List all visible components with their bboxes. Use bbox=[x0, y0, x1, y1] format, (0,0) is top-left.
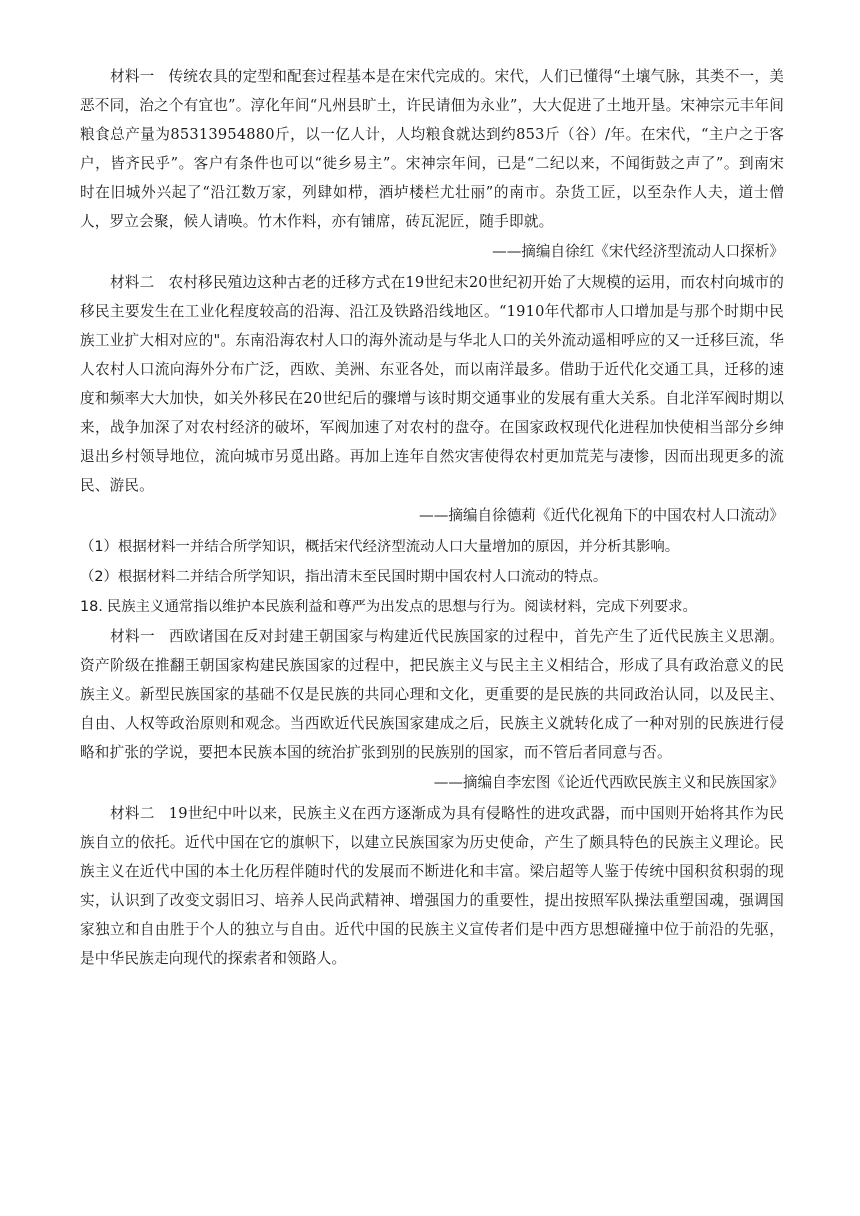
material-text: 农村移民殖边这种古老的迁移方式在19世纪末20世纪初开始了大规模的运用，而农村向城市的移民主要发生在工业化程度较高的沿海、沿江及铁路沿线地区。“1910年代都市人口增加是与那个时期中民族工业扩大相对应的"。东南沿海农村人口的海外流动是与华北人口的关外流动遥相呼应的又一迁移巨流，华人农村人口流向海外分布广泛，西欧、美洲、东亚各处，而以南洋最多。借助于近代化交通工具，迁移的速度和频率大大加快，如关外移民在20世纪后的骤增与该时期交通事业的发展有重大关系。自北洋军阀时期以来，战争加深了对农村经济的破坏，军阀加速了对农村的盘夺。在国家政权现代化进程加快使相当部分乡绅退出乡村领导地位，流向城市另觅出路。再加上连年自然灾害使得农村更加荒芜与凄惨，因而出现更多的流民、游民。 bbox=[80, 274, 784, 494]
q18-material-one bbox=[80, 622, 784, 767]
question-item-2: （2）根据材料二并结合所学知识，指出清末至民国时期中国农村人口流动的特点。 bbox=[80, 569, 608, 585]
question-number: 18. bbox=[80, 599, 103, 615]
q18-material-two bbox=[80, 799, 784, 973]
material-text: 西欧诸国在反对封建王朝国家与构建近代民族国家的过程中，首先产生了近代民族主义思潮。资产阶级在推翻王朝国家构建民族国家的过程中，把民族主义与民主主义相结合，形成了具有政治意义的民族主义。新型民族国家的基础不仅是民族的共同心理和文化，更重要的是民族的共同政治认同，以及民主、自由、人权等政治原则和观念。当西欧近代民族国家建成之后，民族主义就转化成了一种对别的民族进行侵略和扩张的学说，要把本民族本国的统治扩张到别的民族别的国家，而不管后者同意与否。 bbox=[80, 628, 784, 761]
material-label: 材料一 bbox=[110, 68, 155, 85]
material-label: 材料二 bbox=[110, 274, 155, 291]
question-18-stem bbox=[80, 592, 784, 622]
block1-material-one bbox=[80, 62, 784, 236]
exam-page bbox=[80, 62, 784, 973]
material-label: 材料一 bbox=[110, 628, 156, 645]
question-item-1: （1）根据材料一并结合所学知识，概括宋代经济型流动人口大量增加的原因，并分析其影响。 bbox=[80, 539, 680, 555]
material-label: 材料二 bbox=[110, 805, 155, 822]
material-source: ——摘编自李宏图《论近代西欧民族主义和民族国家》 bbox=[433, 774, 784, 791]
material-source: ——摘编自徐德莉《近代化视角下的中国农村人口流动》 bbox=[419, 507, 784, 524]
block1-material-two bbox=[80, 268, 784, 500]
material-source: ——摘编自徐红《宋代经济型流动人口探析》 bbox=[492, 243, 784, 260]
question-stem: 民族主义通常指以维护本民族利益和尊严为出发点的思想与行为。阅读材料，完成下列要求。 bbox=[106, 599, 697, 615]
material-text: 传统农具的定型和配套过程基本是在宋代完成的。宋代，人们已懂得“土壤气脉，其类不一，美恶不同，治之个有宜也”。淳化年间“凡州县旷土，许民请佃为永业”，大大促进了土地开垦。宋神宗元丰年间粮食总产量为85313954880斤，以一亿人计，人均粮食就达到约853斤（谷）/年。在宋代，“主户之于客户，皆齐民乎”。客户有条件也可以“徙乡易主”。宋神宗年间，已是“二纪以来，不闻街鼓之声了”。到南宋时在旧城外兴起了“沿江数万家，列肆如栉，酒垆楼栏尤壮丽”的南市。杂货工匠，以至杂作人夫，道士僧人，罗立会聚，候人请唤。竹木作料，亦有铺席，砖瓦泥匠，随手即就。 bbox=[80, 68, 784, 230]
material-text: 19世纪中叶以来，民族主义在西方逐渐成为具有侵略性的进攻武器，而中国则开始将其作为民族自立的依托。近代中国在它的旗帜下，以建立民族国家为历史使命，产生了颇具特色的民族主义理论。民族主义在近代中国的本土化历程伴随时代的发展而不断进化和丰富。梁启超等人鉴于传统中国积贫积弱的现实，认识到了改变文弱旧习、培养人民尚武精神、增强国力的重要性，提出按照军队操法重塑国魂，强调国家独立和自由胜于个人的独立与自由。近代中国的民族主义宣传者们是中西方思想碰撞中位于前沿的先驱，是中华民族走向现代的探索者和领路人。 bbox=[80, 805, 784, 967]
